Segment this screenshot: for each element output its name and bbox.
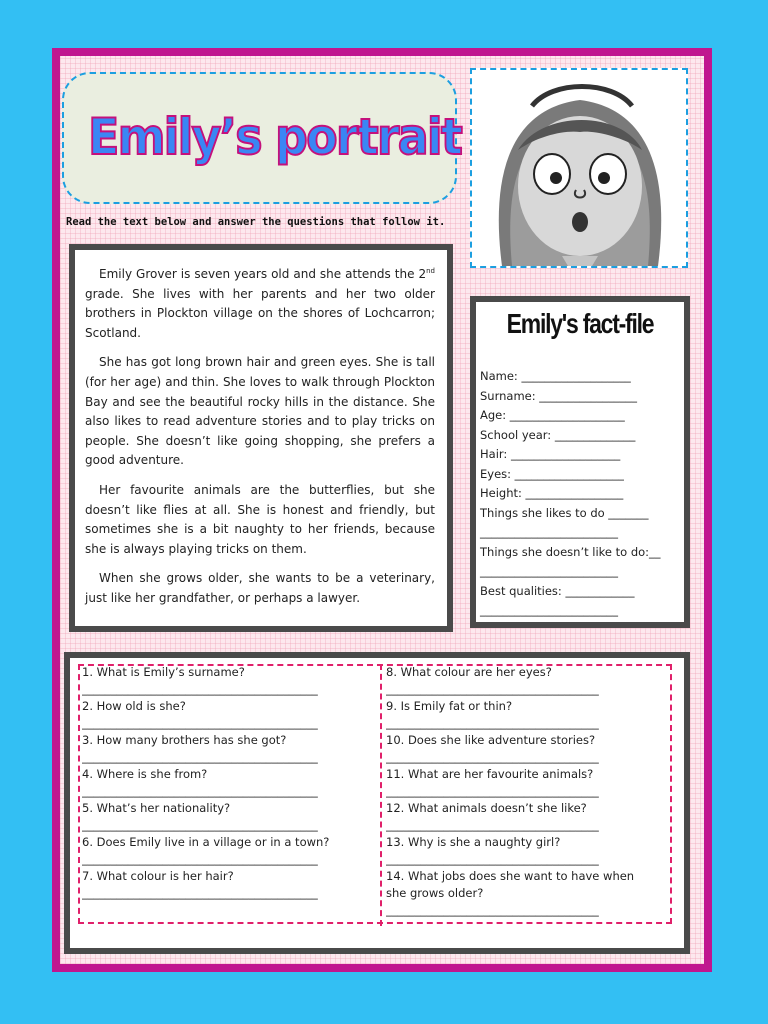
question-item: 6. Does Emily live in a village or in a town? _________________________________________ — [82, 834, 372, 868]
answer-line[interactable]: _____________________________________ — [386, 903, 599, 917]
question-item: 12. What animals doesn’t she like? _____________________________________ — [386, 800, 656, 834]
fact-qualities-field[interactable]: Best qualities: ____________ — [480, 583, 635, 598]
fact-dislikes-field[interactable]: Things she doesn’t like to do:__ — [480, 544, 661, 559]
answer-line[interactable]: _____________________________________ — [386, 716, 599, 730]
fact-school-year-field[interactable]: School year: ______________ — [480, 427, 636, 442]
answer-line[interactable]: _________________________________________ — [82, 886, 318, 900]
fact-hair-field[interactable]: Hair: ___________________ — [480, 447, 621, 461]
fact-age-field[interactable]: Age: ____________________ — [480, 408, 625, 422]
fact-file-title: Emily's fact-file — [506, 308, 654, 339]
question-item: 5. What’s her nationality? _________________________________________ — [82, 800, 372, 834]
fact-file-box — [470, 296, 690, 628]
question-item: 8. What colour are her eyes? _____________________________________ — [386, 664, 656, 698]
fact-qualities-line[interactable]: ________________________ — [480, 603, 618, 617]
fact-height-field[interactable]: Height: _________________ — [480, 486, 624, 500]
questions-divider — [380, 664, 382, 926]
reading-text-box — [69, 244, 453, 632]
question-item: 9. Is Emily fat or thin? _____________________________________ — [386, 698, 656, 732]
fact-surname-field[interactable]: Surname: _________________ — [480, 388, 638, 403]
answer-line[interactable]: _____________________________________ — [386, 852, 599, 866]
fact-file-fields — [480, 367, 680, 621]
question-item: 10. Does she like adventure stories? _____________________________________ — [386, 732, 656, 766]
answer-line[interactable]: _____________________________________ — [386, 784, 599, 798]
answer-line[interactable]: _________________________________________ — [82, 750, 318, 764]
paragraph-3: Her favourite animals are the butterflies, but she doesn’t like flies at all. She is honest and friendly, but sometimes she is a bit naughty to her friends, because she is always playing tricks on them. — [85, 482, 435, 556]
question-item: 11. What are her favourite animals? _____________________________________ — [386, 766, 656, 800]
page-title: Emily’s portrait — [88, 108, 462, 166]
paragraph-4: When she grows older, she wants to be a veterinary, just like her grandfather, or perhaps a lawyer. — [85, 571, 435, 605]
fact-likes-line[interactable]: ________________________ — [480, 525, 618, 539]
answer-line[interactable]: _____________________________________ — [386, 750, 599, 764]
answer-line[interactable]: _____________________________________ — [386, 682, 599, 696]
question-item: 1. What is Emily’s surname? _________________________________________ — [82, 664, 372, 698]
paragraph-1: Emily Grover is seven years old and she attends the 2nd grade. She lives with her parents and her two older brothers in Plockton village on the shores of Lochcarron; Scotland. — [85, 267, 435, 340]
answer-line[interactable]: _________________________________________ — [82, 818, 318, 832]
questions-left-column — [82, 664, 372, 902]
questions-right-column — [386, 664, 656, 919]
question-item: 3. How many brothers has she got? _________________________________________ — [82, 732, 372, 766]
paragraph-2: She has got long brown hair and green eyes. She is tall (for her age) and thin. She loves to walk through Plockton Bay and see the beautiful rocky hills in the distance. She also likes to read adventure stories and to play tricks on people. She doesn’t like going shopping, she prefers a good adventure. — [85, 355, 435, 468]
emily-drawing — [472, 70, 686, 266]
question-item: 2. How old is she? _________________________________________ — [82, 698, 372, 732]
question-item: 14. What jobs does she want to have when she grows older? _____________________________________ — [386, 868, 656, 919]
fact-dislikes-line[interactable]: ________________________ — [480, 564, 618, 578]
answer-line[interactable]: _________________________________________ — [82, 784, 318, 798]
answer-line[interactable]: _________________________________________ — [82, 716, 318, 730]
fact-likes-field[interactable]: Things she likes to do _______ — [480, 505, 649, 520]
reading-text — [75, 250, 447, 626]
question-item: 13. Why is she a naughty girl? _____________________________________ — [386, 834, 656, 868]
fact-eyes-field[interactable]: Eyes: ___________________ — [480, 466, 624, 481]
answer-line[interactable]: _________________________________________ — [82, 682, 318, 696]
answer-line[interactable]: _____________________________________ — [386, 818, 599, 832]
fact-name-field[interactable]: Name: ___________________ — [480, 369, 631, 383]
questions-box — [64, 652, 690, 954]
answer-line[interactable]: _________________________________________ — [82, 852, 318, 866]
instructions: Read the text below and answer the questions that follow it. — [66, 216, 446, 228]
emily-portrait-picture — [470, 68, 688, 268]
question-item: 4. Where is she from? _________________________________________ — [82, 766, 372, 800]
question-item: 7. What colour is her hair? _________________________________________ — [82, 868, 372, 902]
